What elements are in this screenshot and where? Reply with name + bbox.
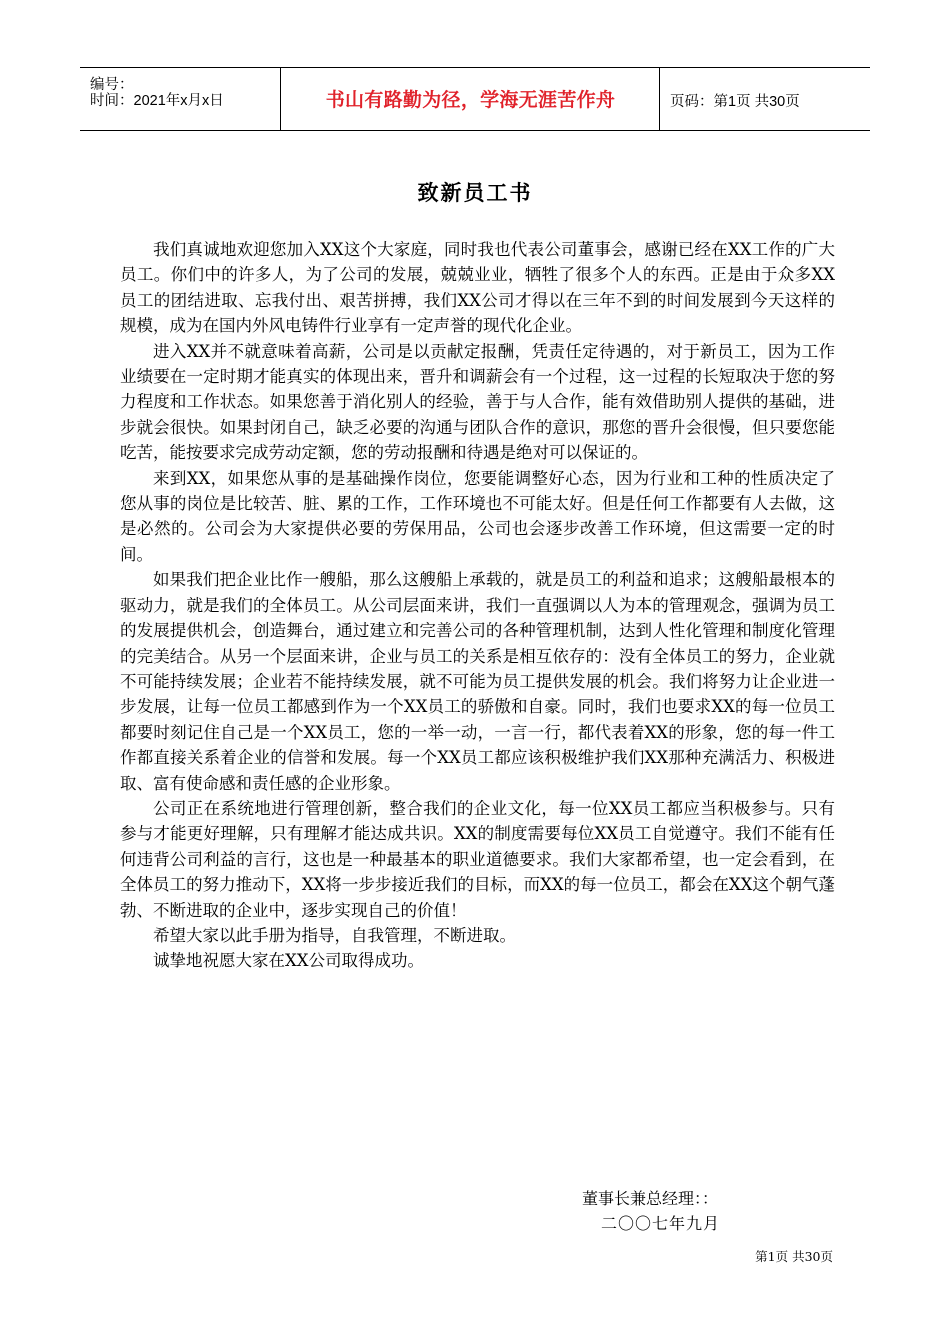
page-code: 页码：第1页 共30页: [670, 94, 800, 110]
header-motto-cell: [281, 68, 660, 130]
time-text: 时间：2021年x月x日: [90, 93, 224, 109]
document-title: 致新员工书: [417, 180, 533, 205]
paragraph: 来到XX，如果您从事的是基础操作岗位，您要能调整好心态，因为行业和工种的性质决定了您从事的岗位是比较苦、脏、累的工作，工作环境也不可能太好。但是任何工作都要有人去做，这是必然的。公司会为大家提供必要的劳保用品，公司也会逐步改善工作环境，但这需要一定的时间。: [120, 468, 835, 564]
paragraph: 如果我们把企业比作一艘船，那么这艘船上承载的，就是员工的利益和追求；这艘船最根本的驱动力，就是我们的全体员工。从公司层面来讲，我们一直强调以人为本的管理观念，强调为员工的发展提供机会，创造舞台，通过建立和完善公司的各种管理机制，达到人性化管理和制度化管理的完美结合。从另一个层面来讲，企业与员工的关系是相互依存的：没有全体员工的努力，企业就不可能持续发展；企业若不能持续发展，就不可能为员工提供发展的机会。我们将努力让企业进一步发展，让每一位员工都感到作为一个XX员工的骄傲和自豪。同时，我们也要求XX的每一位员工都要时刻记住自己是一个XX员工，您的一举一动，一言一行，都代表着XX的形象，您的每一件工作都直接关系着企业的信誉和发展。每一个XX员工都应该积极维护我们XX那种充满活力、积极进取、富有使命感和责任感的企业形象。: [120, 570, 835, 793]
paragraph: 我们真诚地欢迎您加入XX这个大家庭，同时我也代表公司董事会，感谢已经在XX工作的广大员工。你们中的许多人，为了公司的发展，兢兢业业，牺牲了很多个人的东西。正是由于众多XX员工的团结进取、忘我付出、艰苦拼搏，我们XX公司才得以在三年不到的时间发展到今天这样的规模，成为在国内外风电铸件行业享有一定声誉的现代化企业。: [120, 240, 835, 336]
signature-line: 董事长兼总经理：：: [581, 1189, 718, 1208]
paragraph: 诚挚地祝愿大家在XX公司取得成功。: [153, 951, 424, 971]
signature-date: 二〇〇七年九月: [600, 1214, 720, 1233]
motto-text: 书山有路勤为径，学海无涯苦作舟: [325, 89, 616, 111]
paragraph: 希望大家以此手册为指导，自我管理，不断进取。: [153, 925, 516, 945]
header-page-cell: [660, 68, 870, 130]
paragraph: 公司正在系统地进行管理创新，整合我们的企业文化，每一位XX员工都应当积极参与。只有参与才能更好理解，只有理解才能达成共识。XX的制度需要每位XX员工自觉遵守。我们不能有任何违背公司利益的言行，这也是一种最基本的职业道德要求。我们大家都希望，也一定会看到，在全体员工的努力推动下，XX将一步步接近我们的目标，而XX的每一位员工，都会在XX这个朝气蓬勃、不断进取的企业中，逐步实现自己的价值！: [120, 798, 835, 920]
header-table: [80, 67, 870, 131]
serial-label: 编号：: [90, 77, 134, 93]
page-footer: 第1页 共30页: [755, 1249, 833, 1264]
header-info-cell: [80, 68, 281, 130]
document-body: [120, 237, 835, 974]
paragraph: 进入XX并不就意味着高薪，公司是以贡献定报酬，凭责任定待遇的，对于新员工，因为工作业绩要在一定时期才能真实的体现出来，晋升和调薪会有一个过程，这一过程的长短取决于您的努力程度和工作状态。如果您善于消化别人的经验，善于与人合作，能有效借助别人提供的基础，进步就会很快。如果封闭自己，缺乏必要的沟通与团队合作的意识，那您的晋升会很慢，但只要您能吃苦，能按要求完成劳动定额，您的劳动报酬和待遇是绝对可以保证的。: [120, 341, 835, 463]
